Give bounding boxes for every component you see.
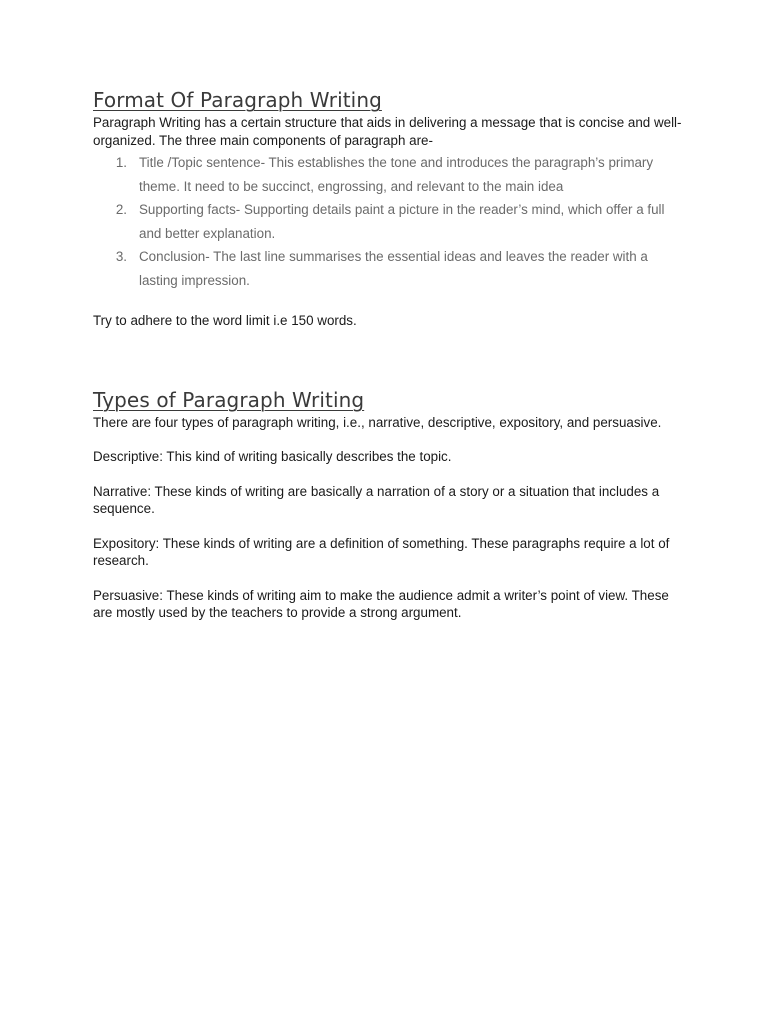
types-section	[93, 386, 683, 622]
persuasive-paragraph: Persuasive: These kinds of writing aim to make the audience admit a writer’s point of view. These are mostly used by the teachers to provide a strong argument.	[93, 587, 669, 620]
format-heading: Format Of Paragraph Writing	[93, 88, 382, 112]
types-intro: There are four types of paragraph writing, i.e., narrative, descriptive, expository, and persuasive.	[93, 414, 662, 430]
list-item-number: 1.	[115, 155, 127, 170]
word-limit-note: Try to adhere to the word limit i.e 150 words.	[93, 313, 357, 328]
list-item-number: 3.	[115, 249, 127, 264]
types-heading: Types of Paragraph Writing	[93, 387, 365, 412]
document-page	[93, 86, 683, 622]
format-section	[93, 86, 683, 330]
list-item	[93, 151, 683, 198]
list-item-text: Supporting facts- Supporting details paint a picture in the reader’s mind, which offer a full and better explanation.	[139, 202, 665, 241]
narrative-paragraph: Narrative: These kinds of writing are basically a narration of a story or a situation that includes a sequence.	[93, 483, 660, 516]
components-list	[93, 151, 683, 292]
list-item-text: Conclusion- The last line summarises the essential ideas and leaves the reader with a lasting impression.	[139, 249, 648, 288]
list-item	[93, 245, 683, 292]
list-item-text: Title /Topic sentence- This establishes the tone and introduces the paragraph’s primary theme. It need to be succinct, engrossing, and relevant to the main idea	[139, 155, 654, 194]
format-intro: Paragraph Writing has a certain structure that aids in delivering a message that is concise and well-organized. The three main components of paragraph are-	[93, 115, 682, 148]
expository-paragraph: Expository: These kinds of writing are a definition of something. These paragraphs require a lot of research.	[93, 535, 670, 568]
list-item	[93, 198, 683, 245]
list-item-number: 2.	[115, 202, 127, 217]
descriptive-paragraph: Descriptive: This kind of writing basically describes the topic.	[93, 449, 452, 464]
